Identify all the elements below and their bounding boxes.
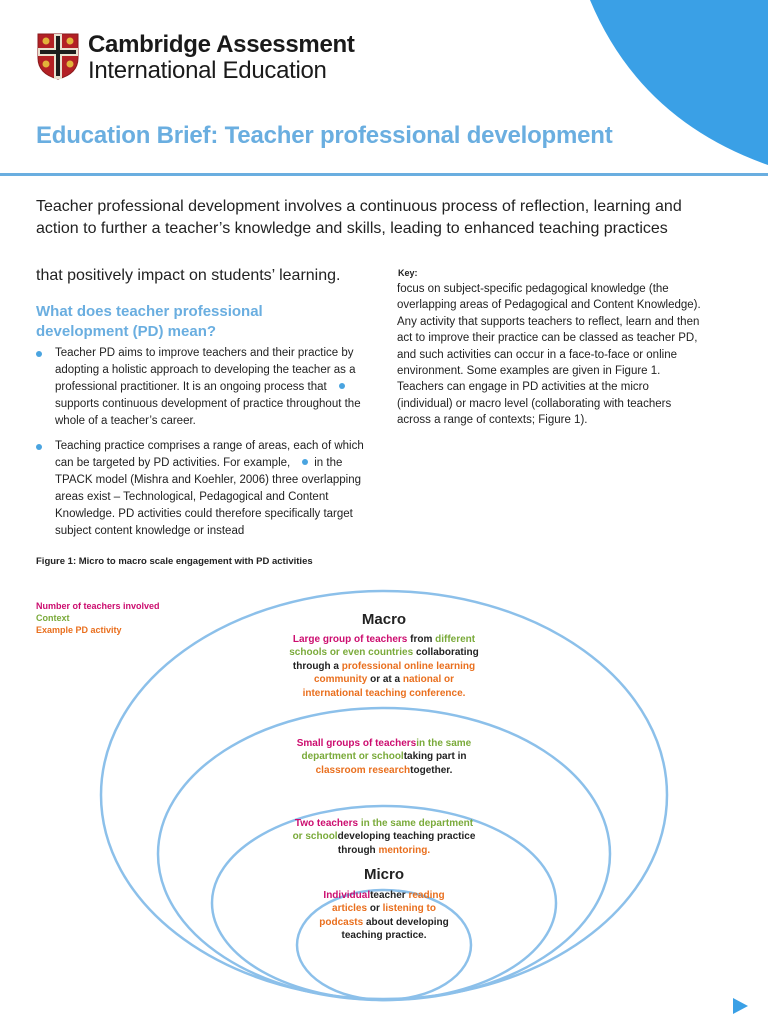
macro-activity: professional online learning community — [313, 660, 476, 686]
level2-number: Small groups of teachers — [296, 738, 417, 749]
micro-macro-diagram — [0, 585, 768, 1005]
header-decorative-arc — [0, 0, 768, 180]
macro-number: Large group of teachers — [292, 634, 408, 645]
list-item — [36, 345, 381, 430]
legend-example-activity: Example PD activity — [36, 625, 122, 635]
figure-caption: Figure 1: Micro to macro scale engagement with PD activities — [36, 556, 313, 567]
shield-crest-icon — [36, 32, 80, 80]
org-name-line2: International Education — [88, 57, 327, 85]
micro-activity: reading articles — [332, 890, 445, 915]
level2-activity: classroom research — [315, 764, 411, 776]
bullet-dot-icon — [36, 351, 42, 357]
level3-text: developing teaching practice through — [337, 831, 476, 856]
legend-context: Context — [36, 613, 70, 623]
macro-text: collaborating through a — [292, 647, 479, 672]
section-heading: What does teacher professional development (PD) mean? — [36, 303, 263, 340]
level3-context: in the same department or school — [292, 818, 474, 843]
micro-text: or — [367, 903, 383, 915]
macro-description — [284, 633, 484, 700]
list-item — [36, 438, 381, 540]
bullet-dot-icon — [302, 459, 308, 465]
level2-description — [292, 737, 476, 777]
bullet-text-part1: Teacher PD aims to improve teachers and their practice by adopting a holistic approach to developing the teacher as a professional practitioner. It is an ongoing process that — [55, 347, 356, 393]
macro-activity: national or international teaching conference. — [302, 674, 466, 699]
bullet-dot-icon — [36, 444, 42, 450]
level2-text: taking part in — [403, 751, 467, 763]
micro-text: teacher — [370, 890, 409, 901]
bullet-dot-icon — [339, 383, 345, 389]
bullet-text-part2: supports continuous development of practice throughout the whole of a teacher’s career. — [55, 398, 361, 427]
title-divider — [0, 173, 768, 176]
macro-text: from — [407, 634, 436, 645]
intro-continuation: that positively impact on students’ learning. — [36, 267, 341, 284]
page-title: Education Brief: Teacher professional development — [36, 122, 613, 149]
legend-number-of-teachers: Number of teachers involved — [36, 601, 160, 611]
right-column-text: focus on subject-specific pedagogical knowledge (the overlapping areas of Pedagogical and Content Knowledge). Any activity that supports teachers to reflect, learn and then act to improve their practice can be classed as teacher PD, and such activities can occur in a face-to-face or online environment. Some examples are given in Figure 1. Teachers can engage in PD activities at the micro (individual) or macro level (collaborating with teachers across a range of contexts; Figure 1). — [397, 283, 701, 427]
intro-paragraph: Teacher professional development involves a continuous process of reflection, learning and action to further a teacher’s knowledge and skills, leading to enhanced teaching practices — [36, 198, 682, 237]
macro-context: different schools or even countries — [289, 634, 476, 659]
level3-activity: mentoring. — [378, 844, 431, 856]
micro-activity: listening to podcasts — [319, 903, 436, 928]
micro-text: about developing teaching practice. — [341, 916, 449, 942]
cambridge-logo — [36, 32, 355, 85]
level2-text: together. — [410, 764, 453, 776]
macro-text: or at a — [367, 674, 403, 686]
bullet-text-part1: Teaching practice comprises a range of areas, each of which can be targeted by PD activities. For example, — [55, 440, 364, 469]
org-name-line1: Cambridge Assessment — [88, 31, 355, 58]
macro-label: Macro — [361, 611, 407, 628]
bullet-text-part2: in the TPACK model (Mishra and Koehler, 2006) three overlapping areas exist – Technological, Pedagogical and Content Knowledge. PD activities could therefore specifically target subject content knowledge or instead — [55, 457, 361, 537]
micro-description — [314, 889, 454, 943]
level2-context: in the same department or school — [301, 738, 472, 763]
next-page-arrow-icon[interactable] — [733, 998, 748, 1014]
micro-label: Micro — [363, 866, 404, 883]
bullet-list — [36, 345, 381, 548]
micro-number: Individual — [323, 890, 371, 901]
level3-number: Two teachers — [294, 818, 359, 829]
key-label: Key: — [398, 268, 418, 278]
level3-description — [290, 817, 478, 857]
